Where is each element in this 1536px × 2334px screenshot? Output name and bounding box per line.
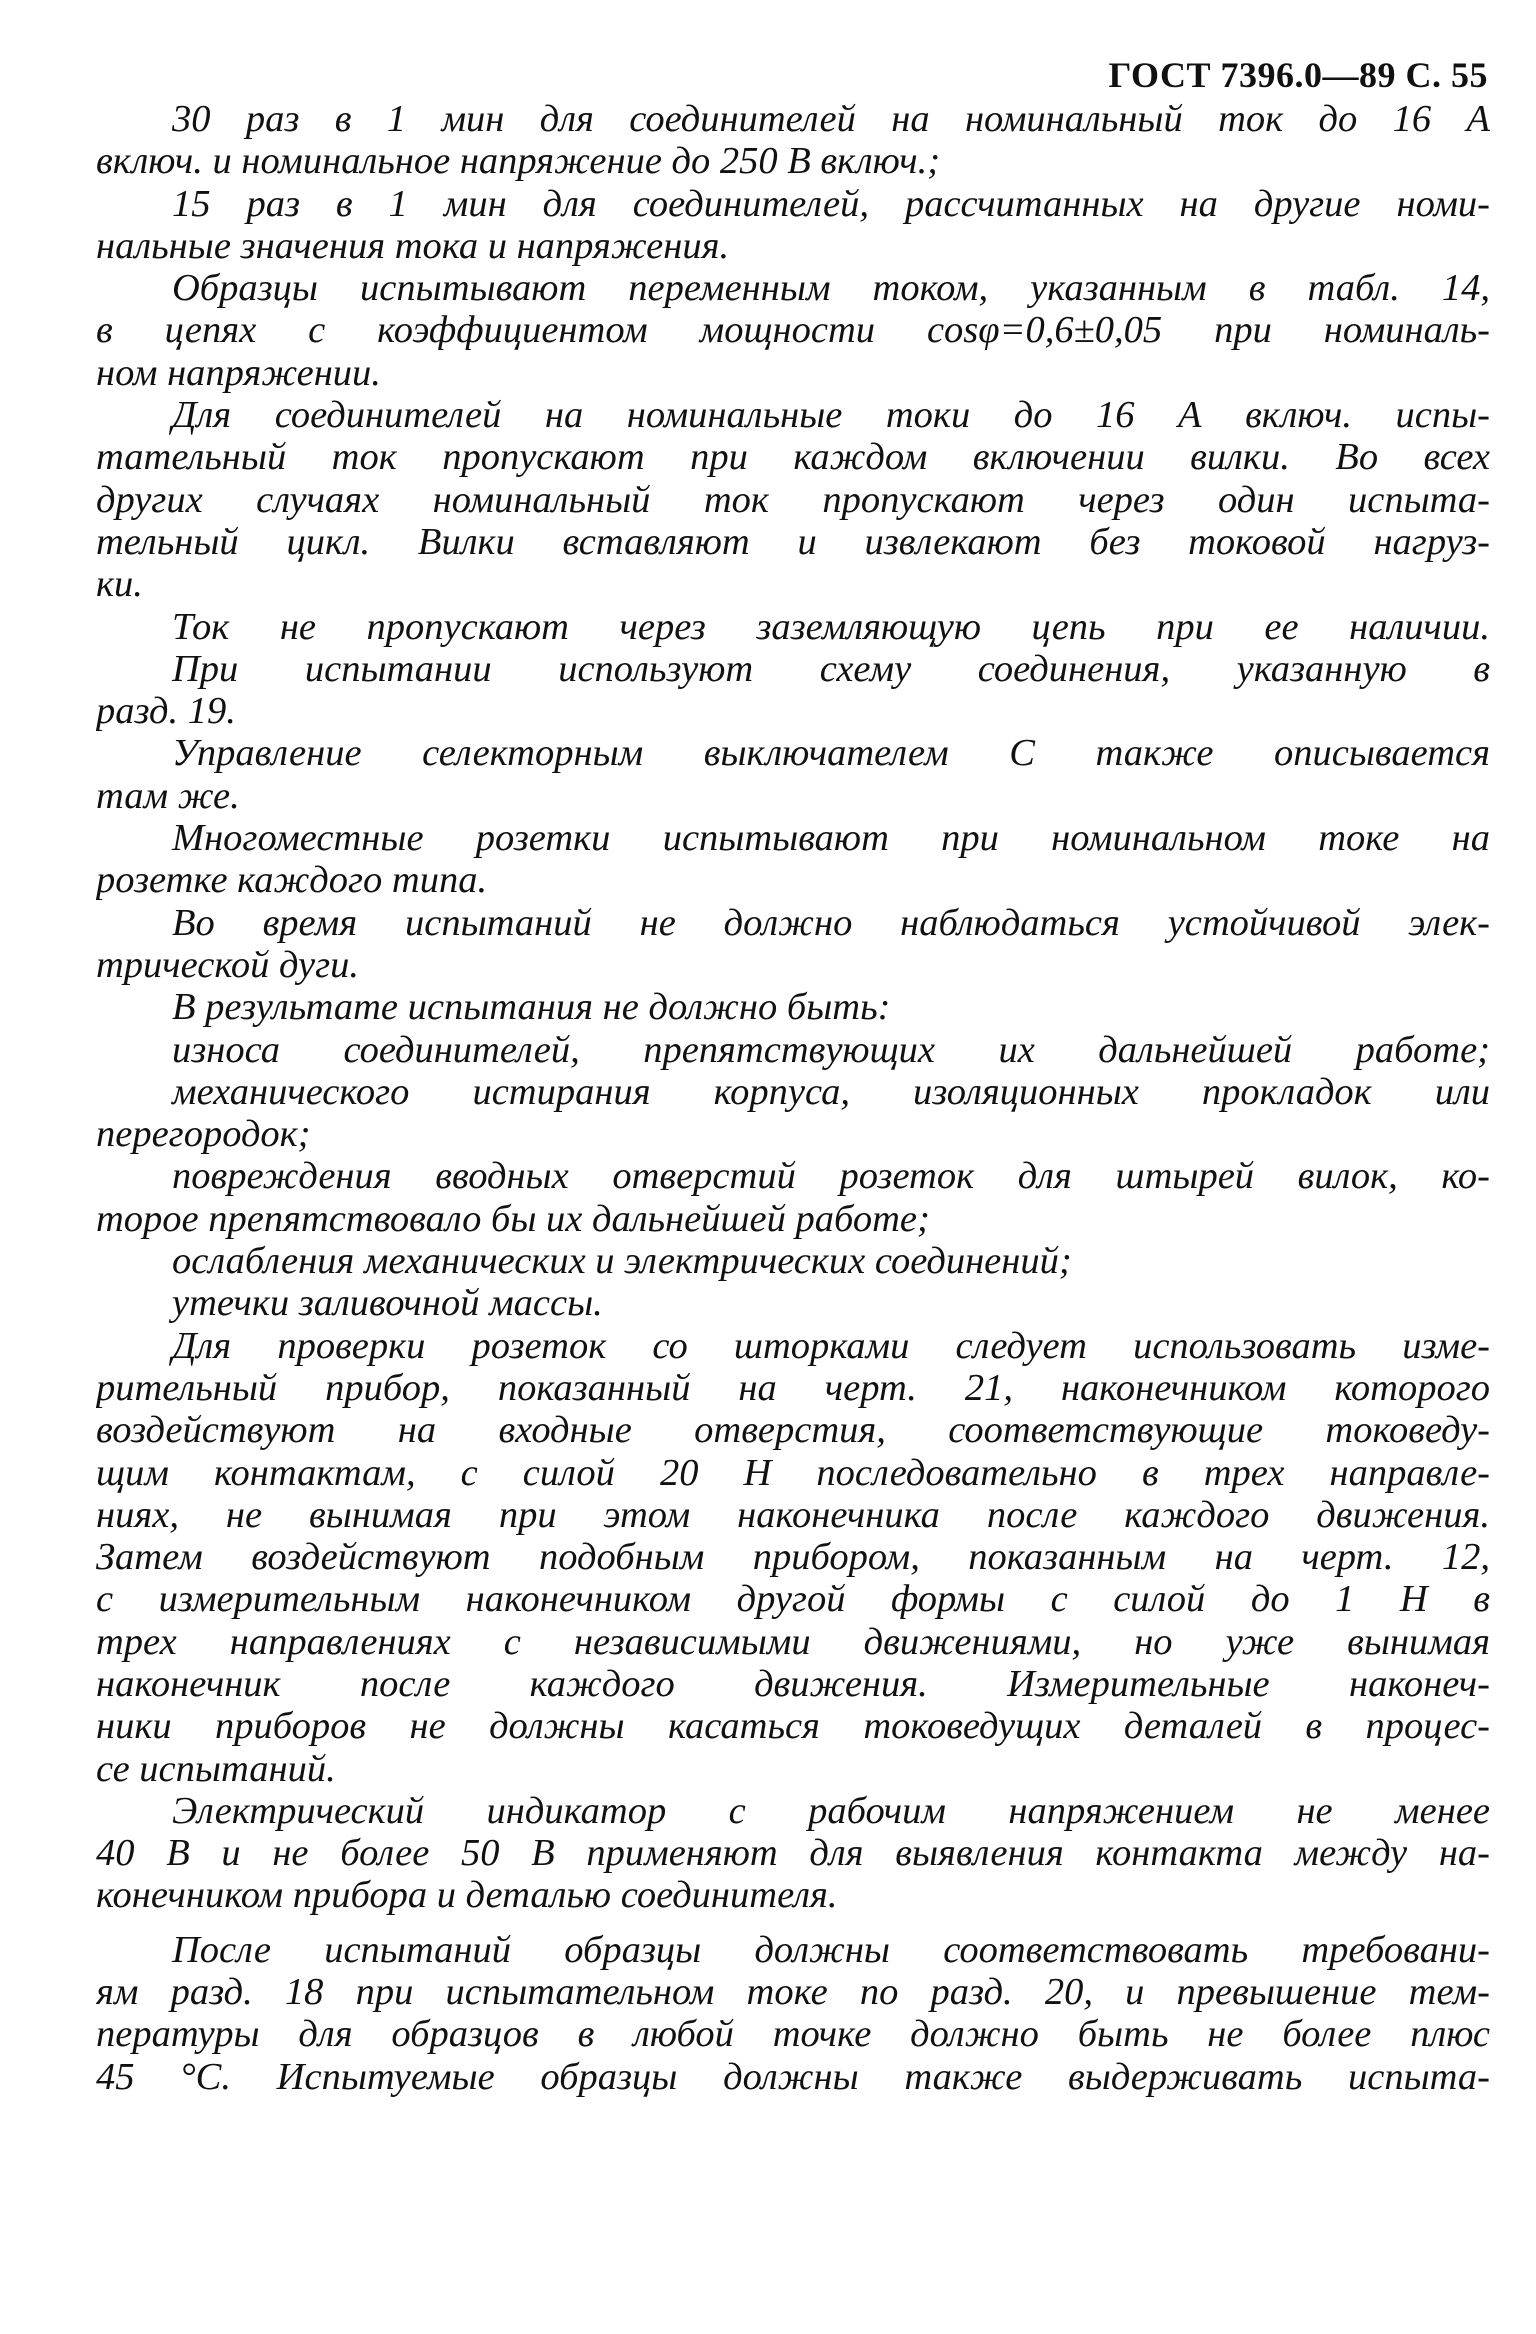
text-line: Электрический индикатор с рабочим напряжением не менее <box>172 1789 1490 1832</box>
text-line: Управление селекторным выключателем С также описывается <box>172 732 1490 775</box>
text-line: с измерительным наконечником другой формы с силой до 1 Н в <box>96 1578 1490 1621</box>
text-line: Затем воздействуют подобным прибором, показанным на черт. 12, <box>96 1536 1490 1579</box>
text-line: воздействуют на входные отверстия, соответствующие токоведу- <box>96 1409 1490 1452</box>
text-line: рительный прибор, показанный на черт. 21, наконечником которого <box>96 1366 1490 1409</box>
text-line: се испытаний. <box>96 1747 336 1790</box>
text-line: износа соединителей, препятствующих их дальнейшей работе; <box>172 1028 1490 1071</box>
text-line: повреждения вводных отверстий розеток для штырей вилок, ко- <box>172 1155 1490 1198</box>
text-line: включ. и номинальное напряжение до 250 В включ.; <box>96 140 941 183</box>
text-line: щим контактам, с силой 20 Н последовательно в трех направле- <box>96 1451 1490 1494</box>
text-line: пературы для образцов в любой точке должно быть не более плюс <box>96 2013 1490 2056</box>
text-line: тельный цикл. Вилки вставляют и извлекают без токовой нагруз- <box>96 520 1490 563</box>
text-line: 40 В и не более 50 В применяют для выявления контакта между на- <box>96 1832 1490 1875</box>
text-line: ники приборов не должны касаться токоведущих деталей в процес- <box>96 1705 1490 1748</box>
text-line: розетке каждого типа. <box>96 859 488 902</box>
text-line: Образцы испытывают переменным током, указанным в табл. 14, <box>172 267 1490 310</box>
text-line: конечником прибора и деталью соединителя. <box>96 1874 838 1917</box>
text-line: перегородок; <box>96 1113 311 1156</box>
text-line: ям разд. 18 при испытательном токе по разд. 20, и превышение тем- <box>96 1971 1490 2014</box>
text-line: В результате испытания не должно быть: <box>172 986 891 1029</box>
text-line: Ток не пропускают через заземляющую цепь при ее наличии. <box>172 605 1490 648</box>
text-line: 15 раз в 1 мин для соединителей, рассчитанных на другие номи- <box>172 182 1490 225</box>
text-line: в цепях с коэффициентом мощности cosφ=0,6±0,05 при номиналь- <box>96 309 1490 352</box>
text-line: утечки заливочной массы. <box>172 1282 603 1325</box>
text-line: других случаях номинальный ток пропускают через один испыта- <box>96 478 1490 521</box>
text-line: После испытаний образцы должны соответствовать требовани- <box>172 1928 1490 1971</box>
text-line: При испытании используют схему соединения, указанную в <box>172 647 1490 690</box>
document-body <box>96 98 1490 2098</box>
text-line: Для проверки розеток со шторками следует использовать изме- <box>172 1324 1490 1367</box>
text-line: наконечник после каждого движения. Измерительные наконеч- <box>96 1662 1490 1705</box>
text-line: ослабления механических и электрических соединений; <box>172 1240 1072 1283</box>
text-line: ном напряжении. <box>96 351 381 394</box>
text-line: трех направлениях с независимыми движениями, но уже вынимая <box>96 1620 1490 1663</box>
text-line: 45 °С. Испытуемые образцы должны также выдерживать испыта- <box>96 2055 1490 2098</box>
text-line: там же. <box>96 774 240 817</box>
text-line: ниях, не вынимая при этом наконечника после каждого движения. <box>96 1493 1490 1536</box>
text-line: механического истирания корпуса, изоляционных прокладок или <box>172 1070 1490 1113</box>
text-line: Многоместные розетки испытывают при номинальном токе на <box>172 817 1490 860</box>
text-line: 30 раз в 1 мин для соединителей на номинальный ток до 16 А <box>172 98 1490 140</box>
text-line: разд. 19. <box>96 690 236 733</box>
text-line: тательный ток пропускают при каждом включении вилки. Во всех <box>96 436 1490 479</box>
text-line: торое препятствовало бы их дальнейшей работе; <box>96 1197 930 1240</box>
text-line: Для соединителей на номинальные токи до 16 А включ. испы- <box>172 394 1490 437</box>
text-line: трической дуги. <box>96 943 359 986</box>
page-header: ГОСТ 7396.0—89 С. 55 <box>1108 55 1488 95</box>
text-line: Во время испытаний не должно наблюдаться устойчивой элек- <box>172 901 1490 944</box>
text-line: нальные значения тока и напряжения. <box>96 224 730 267</box>
text-line: ки. <box>96 563 143 606</box>
